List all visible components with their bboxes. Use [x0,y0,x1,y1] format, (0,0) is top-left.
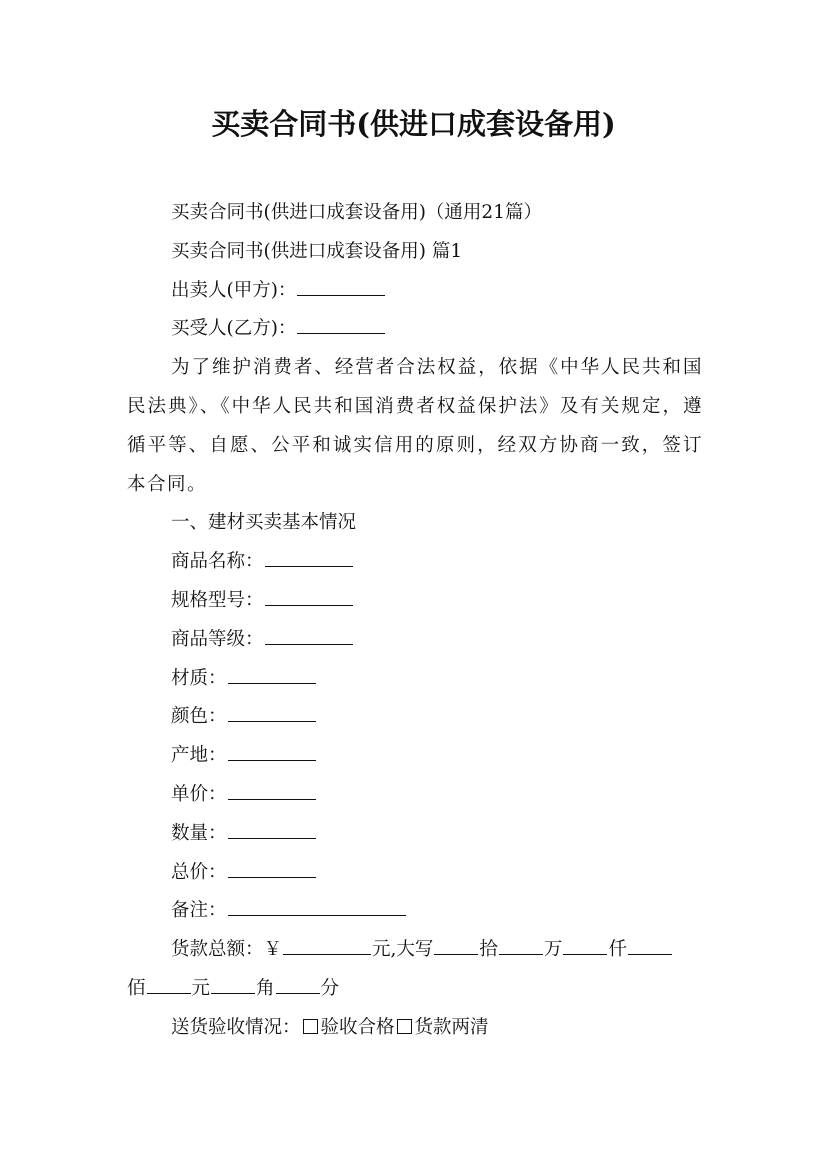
spec-model-blank [265,585,353,606]
part-heading: 买卖合同书(供进口成套设备用) 篇1 [171,240,463,262]
origin-label: 产地： [171,745,227,767]
grade-line [127,621,703,660]
payment-jiao-blank [211,973,255,994]
payment-qian-blank [563,934,607,955]
payment-yuan-blank [147,973,191,994]
payment-wan: 万 [543,939,563,961]
document-title: 买卖合同书(供进口成套设备用) [211,107,616,141]
payment-line-2 [127,970,703,1009]
buyer-line [127,310,703,349]
payment-fen: 分 [320,977,340,999]
payment-line-1 [127,931,703,970]
total-price-line [127,854,703,893]
unit-price-line [127,776,703,815]
quantity-blank [228,818,316,839]
seller-blank [297,275,385,296]
color-label: 颜色： [171,706,227,728]
checkbox-icon[interactable] [397,1019,412,1034]
origin-blank [228,740,316,761]
material-blank [228,663,316,684]
payment-amount-blank [283,934,371,955]
payment-shiwan-blank [434,934,478,955]
delivery-option-2: 货款两清 [414,1016,489,1038]
material-label: 材质： [171,667,227,689]
subtitle-line: 买卖合同书(供进口成套设备用)（通用21篇） [171,202,542,223]
payment-wan-blank [499,934,543,955]
payment-yuan: 元 [191,977,211,999]
delivery-option-1: 验收合格 [320,1016,395,1038]
payment-jiao: 角 [256,977,275,999]
intro-paragraph: 为了维护消费者、经营者合法权益，依据《中华人民共和国民法典》、《中华人民共和国消费者权益保护法》及有关规定，遵循平等、自愿、公平和诚实信用的原则，经双方协商一致，签订本合同。 [127,357,703,495]
color-blank [228,701,316,722]
quantity-line [127,815,703,854]
payment-yuan-daxie: 元,大写 [372,939,434,961]
payment-bai: 佰 [127,977,146,999]
grade-blank [265,624,353,645]
material-line [127,660,703,699]
spec-model-label: 规格型号： [171,589,264,611]
product-name-line [127,543,703,582]
product-name-label: 商品名称： [171,551,264,573]
origin-line [127,737,703,776]
product-name-blank [265,546,353,567]
payment-bai-blank [628,934,672,955]
remarks-blank [228,895,406,916]
payment-label: 货款总额：￥ [171,939,283,961]
buyer-blank [297,313,385,334]
checkbox-icon[interactable] [303,1019,318,1034]
delivery-line [127,1009,703,1048]
color-line [127,698,703,737]
spec-model-line [127,582,703,621]
total-price-blank [228,857,316,878]
delivery-label: 送货验收情况： [171,1016,301,1038]
remarks-line [127,892,703,931]
grade-label: 商品等级： [171,628,264,650]
document-body [127,194,703,1048]
payment-fen-blank [276,973,320,994]
seller-label: 出卖人(甲方)： [171,279,297,301]
quantity-label: 数量： [171,822,227,844]
remarks-label: 备注： [171,900,227,922]
payment-qian: 仟 [608,939,627,961]
seller-line [127,272,703,311]
unit-price-blank [228,779,316,800]
unit-price-label: 单价： [171,783,227,805]
buyer-label: 买受人(乙方)： [171,318,297,340]
payment-shi: 拾 [479,939,498,961]
section1-heading: 一、建材买卖基本情况 [171,512,357,534]
total-price-label: 总价： [171,861,227,883]
